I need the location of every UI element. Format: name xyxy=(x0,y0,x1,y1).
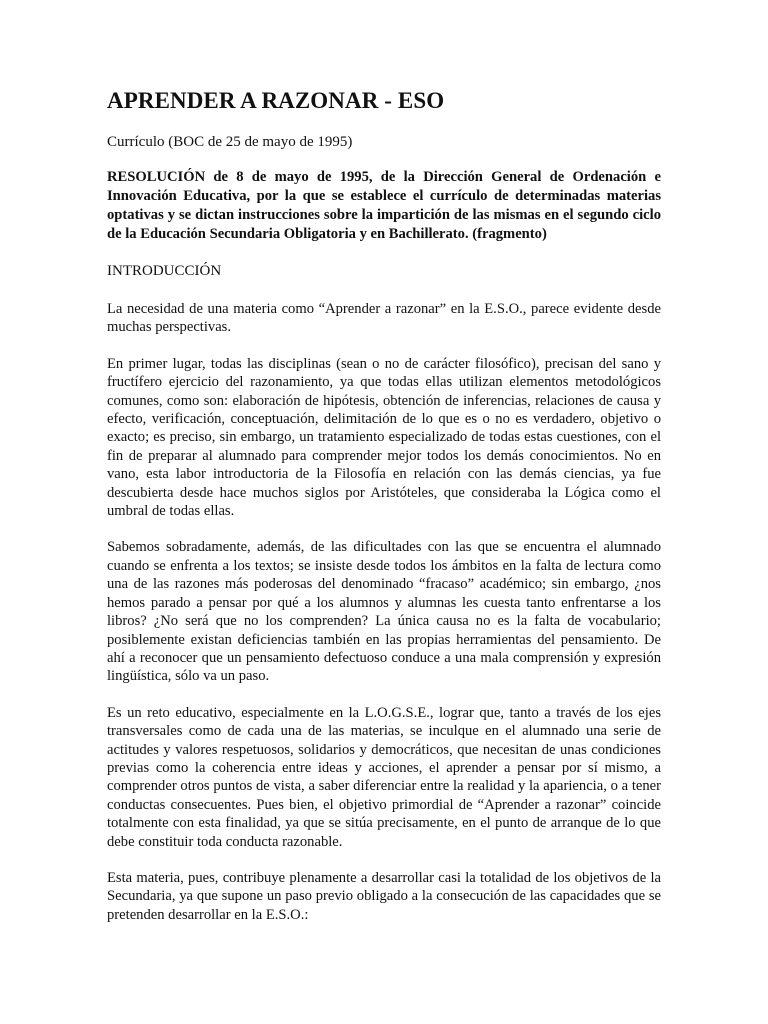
resolution-statement: RESOLUCIÓN de 8 de mayo de 1995, de la Dirección General de Ordenación e Innovación Educativa, por la que se establece el currículo de determinadas materias optativas y se dictan instrucciones sobre la impartición de las mismas en el segundo ciclo de la Educación Secundaria Obligatoria y en Bachillerato. (fragmento) xyxy=(107,169,661,242)
paragraph: Esta materia, pues, contribuye plenamente a desarrollar casi la totalidad de los objetivos de la Secundaria, ya que supone un paso previo obligado a la consecución de las capacidades que se pretenden desarrollar en la E.S.O.: xyxy=(107,869,661,923)
document-page xyxy=(107,88,661,942)
document-title: APRENDER A RAZONAR - ESO xyxy=(107,88,445,113)
paragraph: Sabemos sobradamente, además, de las dificultades con las que se encuentra el alumnado cuando se enfrenta a los textos; se insiste desde todos los ámbitos en la falta de lectura como una de las razones más poderosas del denominado “fracaso” académico; sin embargo, ¿nos hemos parado a pensar por qué a los alumnos y alumnas les cuesta tanto enfrentarse a los libros? ¿No será que no los comprenden? La única causa no es la falta de vocabulario; posiblemente existan deficiencias también en las propias herramientas del pensamiento. De ahí a reconocer que un pensamiento defectuoso conduce a una mala comprensión y expresión lingüística, sólo va un paso. xyxy=(107,539,661,685)
paragraph: Es un reto educativo, especialmente en la L.O.G.S.E., lograr que, tanto a través de los ejes transversales como de cada una de las materias, se inculque en el alumnado una serie de actitudes y valores respetuosos, solidarios y democráticos, que necesitan de unas condiciones previas como la coherencia entre ideas y acciones, el aprender a pensar por sí mismo, a comprender otros puntos de vista, a saber diferenciar entre la realidad y la apariencia, o a tener conductas consecuentes. Pues bien, el objetivo primordial de “Aprender a razonar” coincide totalmente con esta finalidad, ya que se sitúa precisamente, en el punto de arranque de lo que debe constituir toda conducta razonable. xyxy=(107,704,661,850)
paragraph: La necesidad de una materia como “Aprender a razonar” en la E.S.O., parece evidente desde muchas perspectivas. xyxy=(107,301,661,336)
paragraph: En primer lugar, todas las disciplinas (sean o no de carácter filosófico), precisan del sano y fructífero ejercicio del razonamiento, ya que todas ellas utilizan elementos metodológicos comunes, como son: elaboración de hipótesis, obtención de inferencias, relaciones de causa y efecto, verificación, conceptuación, delimitación de lo que es o no es verdadero, objetivo o exacto; es preciso, sin embargo, un tratamiento especializado de todas estas cuestiones, con el fin de preparar al alumnado para comprender mejor todos los demás conocimientos. No en vano, esta labor introductoria de la Filosofía en relación con las demás ciencias, ya fue descubierta desde hace muchos siglos por Aristóteles, que consideraba la Lógica como el umbral de todas ellas. xyxy=(107,355,661,520)
section-heading: INTRODUCCIÓN xyxy=(107,263,222,279)
document-subtitle: Currículo (BOC de 25 de mayo de 1995) xyxy=(107,134,353,150)
